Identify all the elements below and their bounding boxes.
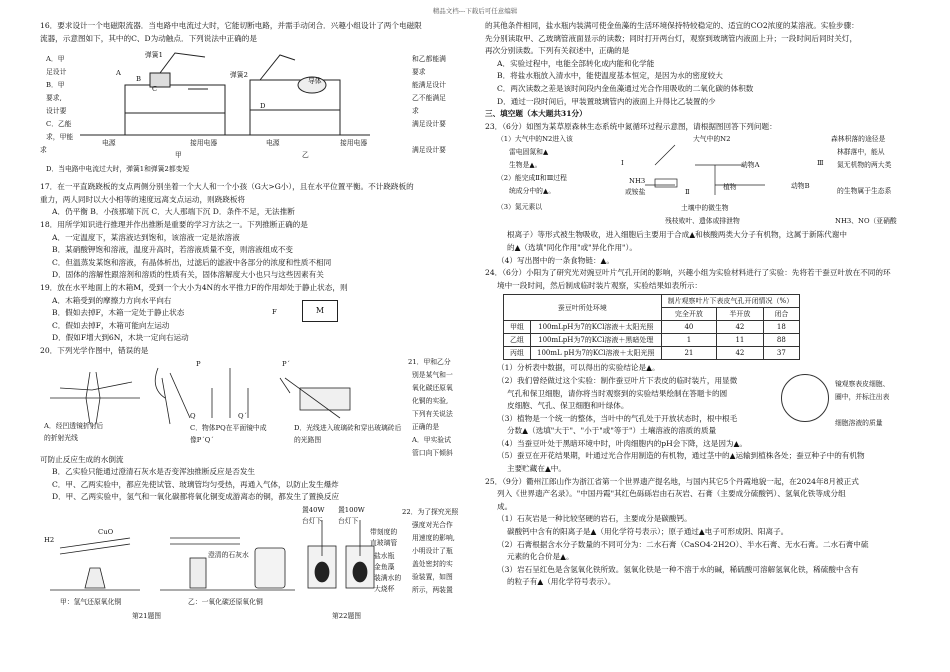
q19-opt-c: C．假如去掉F，木箱可能向左运动 [52, 320, 170, 330]
q19-stem: 19．放在水平地面上的木箱M，受到一个大小为4N的水平推力F的作用却处于静止状态，则 [40, 282, 348, 292]
table-cell: 18 [763, 321, 800, 334]
q22-label-lamp-1: 台灯下 [302, 516, 323, 525]
q23-fig-n2: 大气中的N2 [693, 135, 731, 144]
q23-line-1: （1）大气中的N2进入该 [497, 135, 573, 144]
q16-opt-c-3: 求 [40, 146, 47, 155]
q18-stem: 18．用所学知识进行推理并作出推断是重要的学习方法之一。下列推断正确的是 [40, 219, 308, 229]
q19-opt-d: D．假如F增大到6N，木块一定向右运动 [52, 333, 189, 343]
q23-fig-litter: 残枝败叶、遗体或排泄物 [665, 217, 740, 226]
q24-drawing-circle [781, 374, 829, 422]
q16-label-yi: 乙 [302, 151, 309, 160]
q18-opt-c: C．但温蒸发某饱和溶液，有晶体析出，过滤后的滤液中各部分的浓度和性质不相同 [52, 257, 332, 267]
q19-box-m: M [302, 300, 338, 322]
q22-label-40w: 置40W [302, 505, 325, 514]
q21-side-3: 氧化碳还原氧 [412, 383, 453, 392]
q23-line-6: （3）氮元素以 [497, 203, 543, 212]
q16-opt-a: A．甲 [46, 55, 65, 64]
right-column [485, 20, 917, 589]
q25-line-9: 的粒子有▲（用化学符号表示）。 [507, 577, 616, 587]
q20-figures [40, 357, 468, 457]
q25-line-4: （1）石灰岩是一种比较坚硬的岩石，主要成分是碳酸钙。 [497, 514, 692, 524]
q22-side-6: 验装置，如图 [412, 572, 453, 581]
q21-label-limewater: 澄清的石灰水 [208, 550, 249, 559]
q25-line-6: （2）石膏根据含水分子数量的不同可分为：二水石膏（CaSO4·2H2O）、半水石膏、无水石膏。二水石膏中硫 [497, 539, 869, 549]
q23-fig-animal-b: 动物B [791, 182, 810, 191]
q16-opt-b-2: 要求, [46, 94, 62, 103]
q23-line-4: （2）能完成Ⅱ和Ⅲ过程 [497, 174, 567, 183]
q16-figure [40, 45, 468, 195]
table-row [504, 347, 800, 360]
q21-side-6: 正确的是 [412, 422, 440, 431]
q24-line-2: （2）我们曾经做过这个实验：制作蚕豆叶片下表皮的临时装片，用显微 [497, 375, 738, 385]
table-header-half: 半开放 [717, 308, 763, 321]
q23-fig-roman-3: Ⅲ [817, 159, 824, 168]
q24-line-3: 气孔和保卫细胞，请你将当时观察到的实验结果绘制在答题卡的圆 [507, 388, 728, 398]
q16-stem-2: 流器，示意图如下，其中的C、D为动触点．下列说法中正确的是 [40, 33, 257, 43]
table-cell: 11 [717, 334, 763, 347]
q16-right-3: 能满足设计 [412, 81, 446, 90]
q16-opt-b-3: 设计要 [46, 107, 67, 116]
q24-side-3: 细胞溶液的质量 [835, 419, 883, 428]
q16-label-power-1: 电源 [102, 139, 116, 148]
q16-label-d: D [260, 102, 266, 111]
q20-label-q-prime: Q´ [238, 411, 247, 420]
q25-line-2: 列入《世界遗产名录》。"中国丹霞"其红色砾砾岩由石灰岩、石膏（主要成分硫酸钙）、氢氧化铁等成分组 [497, 489, 846, 499]
q23-line-7: 根离子）等形式被生物吸收，进入细胞后主要用于合成▲和核酸两类大分子有机物，这属于新陈代谢中 [507, 230, 847, 240]
q23-fig-ammonium: 或铵盐 [625, 188, 646, 197]
q22-opt-b: B．将盐水瓶放入清水中，能使温度基本恒定，是因为水的密度较大 [497, 71, 723, 81]
table-cell: 100mLpH为7的KCl溶液＋太阳光照 [531, 321, 662, 334]
q22-side-3: 用速度的影响, [412, 533, 455, 542]
q24-side-2: 圈中，并标注出表 [835, 393, 890, 402]
q17-line-1: 17．在一平直跷跷板的支点两侧分别坐着一个大人和一个小孩（G大>G小），且在水平位置平衡。不计跷跷板的 [40, 182, 414, 192]
q21-side-7: A．甲实验试 [412, 435, 451, 444]
table-cell: 40 [661, 321, 717, 334]
q22-label-beaker-1: 装满水的 [374, 573, 402, 582]
q16-right-1: 和乙都能满 [412, 55, 446, 64]
q16-opt-c-2: 求，甲能 [46, 133, 74, 142]
table-cell: 42 [717, 347, 763, 360]
q19-opt-b: B．假如去掉F，木箱一定处于静止状态 [52, 308, 185, 318]
q21-label-h2: H2 [44, 535, 55, 544]
table-cell: 42 [717, 321, 763, 334]
left-column [40, 20, 468, 624]
q22-figure-title: 第22题图 [332, 611, 362, 620]
q16-label-a: A [116, 69, 121, 78]
table-cell: 丙组 [504, 347, 531, 360]
q24-stem-2: 境中一段时间，然后制成临时装片观察，实验结果如表所示： [497, 280, 703, 290]
q23-stem: 23．（6分）如图为某草原森林生态系统中氮循环过程示意图，请根据图回答下列问题： [485, 121, 777, 131]
q19-force-label: F [272, 307, 277, 316]
q16-label-b: B [136, 75, 141, 84]
q23-line-5: 统成分中的▲。 [509, 187, 556, 196]
q24-line-5: （3）植物是一个统一的整体，当叶中的气孔处于开放状态时，根中根毛 [497, 413, 738, 423]
q23-side-4: 的生物属于生态系 [837, 187, 892, 196]
q22-side-1: 22．为了探究光照 [402, 507, 459, 516]
table-cell: 100mL pH为7的KCl溶液＋太阳光照 [531, 347, 662, 360]
q21-opt-c: C．甲、乙两实验中，都应先使试管、玻璃管均匀受热，再通入气体，以防止发生爆炸 [52, 479, 339, 489]
section-fill-blank: 三、填空题（本大题共31分） [485, 109, 587, 119]
q23-line-9: （4）写出图中的一条食物链：▲。 [497, 255, 614, 265]
q23-line-3: 生物是▲。 [509, 161, 542, 170]
q21-caption-jia: 甲：氢气还原氧化铜 [60, 597, 122, 606]
q22-label-beaker-2: 大烧杯 [374, 584, 395, 593]
q24-side-1: 镜观察表皮细胞、 [835, 380, 890, 389]
q19-block [40, 282, 468, 345]
q22-opt-d: D．通过一段时间后，甲装置玻璃管内的液面上升得比乙装置的少 [497, 96, 716, 106]
q22-side-7: 所示，两装置 [412, 585, 453, 594]
q20-stem: 20．下列光学作图中，错误的是 [40, 345, 149, 355]
q24-line-6: 分数▲（选填"大于"、"小于"或"等于"）土壤溶液的溶质的质量 [507, 426, 717, 436]
q18-opt-d: D．固体的溶解性跟溶剂和溶质的性质有关，固体溶解度大小也只与这些因素有关 [52, 270, 324, 280]
table-row [504, 321, 800, 334]
q16-right-7: 满足设计要 [412, 146, 446, 155]
q16-right-2: 要求 [412, 68, 426, 77]
q23-fig-plant: 植物 [723, 183, 737, 192]
q24-line-9: 主要贮藏在▲中。 [507, 464, 566, 474]
q22-cont-1: 的其他条件相同，盐水瓶内装满可使金鱼藻的生活环境保持特较稳定的、适宜的CO2浓度的某溶液。实验步骤： [485, 21, 859, 30]
table-cell: 100mLpH为7的KCl溶液＋黑暗处理 [531, 334, 662, 347]
q22-opt-c: C．两次读数之差是该时间段内金鱼藻通过光合作用吸收的二氧化碳的体积数 [497, 83, 754, 93]
table-cell: 乙组 [504, 334, 531, 347]
q22-label-bottle: 盐水瓶 [374, 551, 395, 560]
q23-fig-microbes: 土壤中的微生物 [681, 204, 729, 213]
q24-line-4: 皮细胞、气孔、保卫细胞和叶绿体。 [507, 401, 629, 411]
q23-fig-roman-1: Ⅰ [621, 159, 624, 168]
q22-opt-a: A．实验过程中，电能全部转化成内能和化学能 [497, 58, 655, 68]
q20-label-p: P [196, 359, 201, 368]
table-row [504, 334, 800, 347]
q20-label-q: Q [190, 411, 196, 420]
q21-side-4: 化铜的实验, [412, 396, 449, 405]
q19-opt-a: A．木箱受到的摩擦力方向水平向右 [52, 295, 172, 305]
q17-options: A．仍平衡 B．小孩那端下沉 C．大人那端下沉 D．条件不足，无法推断 [52, 207, 295, 217]
q21-side-1: 21．甲和乙分 [408, 357, 451, 366]
table-cell: 1 [661, 334, 717, 347]
q21-side-5: 下列有关说法 [412, 409, 453, 418]
table-header-environment: 蚕豆叶所处环境 [504, 295, 662, 321]
q16-label-power-2: 电源 [266, 139, 280, 148]
table-header-open: 完全开放 [661, 308, 717, 321]
q25-line-7: 元素的化合价是▲。 [507, 552, 574, 562]
q16-label-spring2: 弹簧2 [230, 71, 248, 80]
q23-side-2: 林群落中，能从 [837, 148, 885, 157]
q22-label-lamp-2: 台灯下 [338, 516, 359, 525]
q20-caption-c: C．物体PQ在平面镜中成像P´Q´ [190, 423, 267, 445]
q17-line-2: 重力，两人同时以大小相等的速度远离支点运动，则跷跷板将 [40, 194, 246, 204]
q24-table [503, 294, 800, 360]
q23-fig-roman-2: Ⅱ [685, 188, 690, 197]
q24-line-8: （5）蚕豆在开花结果期，叶通过光合作用制造的有机物，通过茎中的▲运输到植株各处；蚕豆种子中的有机物 [497, 451, 865, 461]
table-cell: 37 [763, 347, 800, 360]
table-header-main: 制片观察叶片下表皮气孔开闭情况（%） [661, 295, 800, 308]
q20-caption-a: A．经凹透镜折射后的折射光线 [44, 421, 104, 443]
q23-fig-nh3: NH3 [629, 177, 646, 186]
q24-line-7: （4）当蚕豆叶处于黑暗环境中时，叶肉细胞内的pH会下降，这是因为▲。 [497, 438, 747, 448]
q21-opt-b: B．乙实验只能通过澄清石灰水是否变浑浊推断反应是否发生 [52, 467, 256, 477]
q16-label-conductor: 导体 [308, 77, 322, 86]
q21-figure-title: 第21题图 [132, 611, 162, 620]
table-cell: 21 [661, 347, 717, 360]
q23-side-1: 森林枳落的途径是 [831, 135, 886, 144]
q25-line-1: 25．（9分）衢州江郎山作为浙江省第一个世界遗产提名地，与国内其它5个丹霞地貌一起，在2024年8月被正式 [485, 476, 859, 486]
q25-line-5: 碳酸钙中含有的阳离子是▲（用化学符号表示）；原子通过▲电子可形成阴、阳离子。 [507, 527, 789, 537]
q23-nh3-no: NH3、NO（亚硝酸 [835, 217, 897, 226]
q23-fig-animal-a: 动物A [741, 161, 760, 170]
q22-side-5: 盖处密封的实 [412, 559, 453, 568]
q21-apparatus [40, 508, 300, 598]
q16-circuit-diagram [80, 45, 370, 145]
q21-side-8: 管口向下倾斜 [412, 448, 453, 457]
q22-side-2: 强度对光合作 [412, 520, 453, 529]
q16-label-c: C [152, 85, 158, 94]
q22-label-tube-1: 带刻度的 [370, 527, 398, 536]
q21-caption-yi: 乙：一氧化碳还原氧化铜 [188, 597, 263, 606]
q22-label-tube-2: 直玻璃管 [370, 538, 398, 547]
q16-opt-a-2: 足设计 [46, 68, 67, 77]
q16-label-spring1: 弹簧1 [145, 51, 163, 60]
q16-label-appliance-1: 接用电器 [190, 139, 218, 148]
q23-block [485, 133, 917, 226]
q16-label-appliance-2: 接用电器 [340, 139, 368, 148]
q24-line-1: （1）分析表中数据，可以得出的实验结论是▲。 [497, 363, 660, 373]
q16-opt-d: D．当电路中电流过大时，弹簧1和弹簧2都变短 [46, 165, 190, 174]
q16-opt-b: B．甲 [46, 81, 65, 90]
q16-opt-c: C．乙能 [46, 120, 72, 129]
q20-caption-d: D．光线进入玻璃砖和穿出玻璃砖后的光路图 [294, 423, 402, 445]
q16-right-4: 乙不能满足 [412, 94, 446, 103]
q25-line-3: 成。 [497, 501, 513, 511]
q23-line-8: 的▲（选填"同化作用"或"异化作用"）。 [507, 242, 637, 252]
q22-label-goldfish-weed: 金鱼藻 [374, 562, 395, 571]
q16-right-5: 求 [412, 107, 419, 116]
q21-label-cuo: CuO [98, 527, 114, 536]
q16-label-jia: 甲 [175, 151, 182, 160]
q25-line-8: （3）岩石呈红色是含氢氧化铁所致。氢氧化铁是一种不溶于水的碱，稀硫酸可溶解氢氧化铁，稀硫酸中含有 [497, 564, 859, 574]
q16-stem-1: 16．要求设计一个电磁限流器．当电路中电流过大时，它能切断电路，并需手动闭合．兴趣小组设计了两个电磁限 [40, 21, 422, 30]
q24-stem-1: 24．（6分）小阳为了研究光对豌豆叶片气孔开闭的影响，兴趣小组为实验材料进行了实验：先将若干蚕豆叶放在不同的环 [485, 268, 891, 278]
q18-opt-a: A．一定温度下，某溶液达到饱和，该溶液一定是浓溶液 [52, 232, 240, 242]
q22-side-4: 小明设计了瓶 [412, 546, 453, 555]
q21-side-2: 别是某气和一 [412, 370, 453, 379]
table-cell: 甲组 [504, 321, 531, 334]
table-header-closed: 闭合 [763, 308, 800, 321]
q21-continue: 可防止反应生成的水倒流 [40, 454, 124, 464]
table-cell: 88 [763, 334, 800, 347]
page-header: 精品文档---下载后可任意编辑 [432, 7, 518, 15]
q23-side-3: 氮无机物的两大类 [837, 161, 892, 170]
q24-questions [485, 362, 917, 438]
q20-label-p-prime: P´ [282, 359, 290, 368]
q22-cont-2: 先分别读取甲、乙玻璃管液面显示的读数；同时打开两台灯，观察到玻璃管内液面上升；一段时间后同时关灯， [485, 33, 858, 43]
q22-cont-3: 再次分别读数。下列有关叙述中，正确的是 [485, 46, 630, 56]
q22-label-100w: 置100W [338, 505, 365, 514]
q16-right-6: 满足设计要 [412, 120, 446, 129]
q23-line-2: 雷电固氮和▲ [509, 148, 549, 157]
q21-opt-d: D．甲、乙两实验中，氢气和一氧化碳都将氧化铜变成游离态的铜，都发生了置换反应 [52, 492, 340, 502]
q21-q22-figures [40, 504, 468, 624]
q18-opt-b: B．某硝酸钾饱和溶液，温度升高时，若溶液质量不变，则溶液组成不变 [52, 245, 293, 255]
